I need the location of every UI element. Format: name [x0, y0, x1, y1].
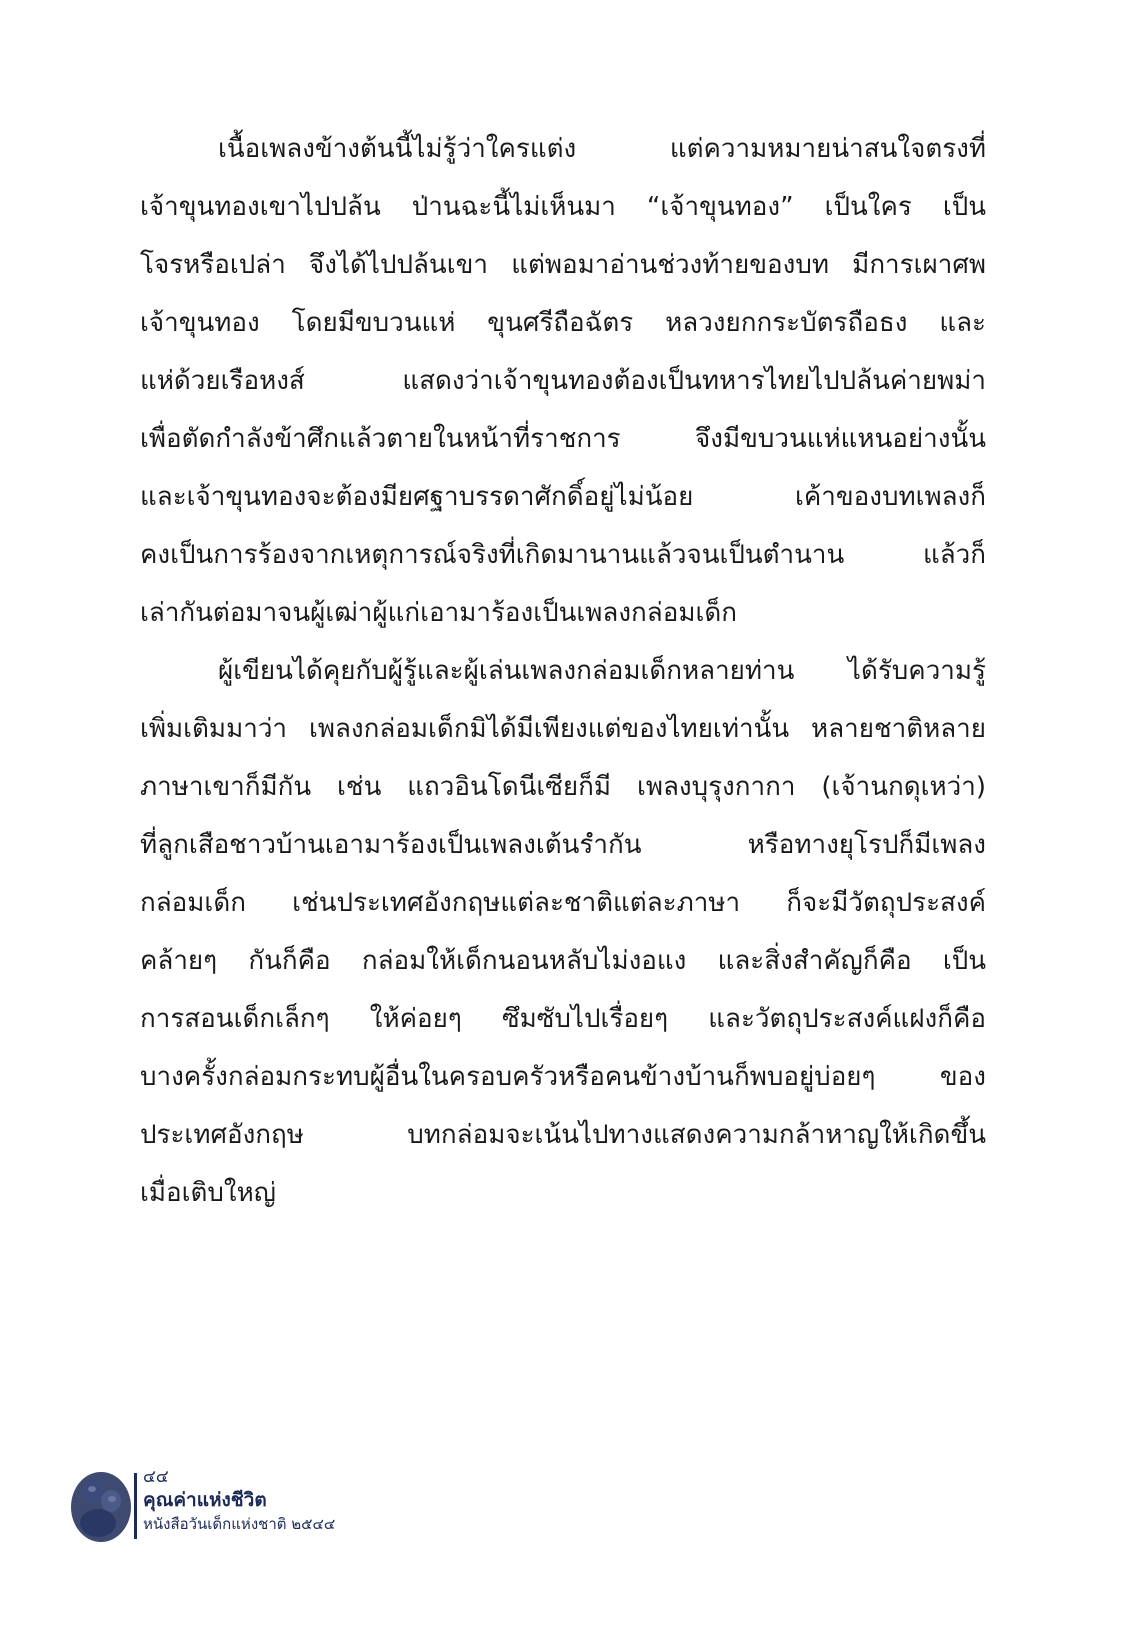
book-title: คุณค่าแห่งชีวิต: [143, 1489, 267, 1511]
paragraph-2-line-4: ที่ลูกเสือชาวบ้านเอามาร้องเป็นเพลงเต้นรำกัน หรือทางยุโรปก็มีเพลง: [140, 830, 986, 860]
page-footer: [68, 1467, 408, 1547]
body-text: [140, 120, 986, 1222]
paragraph-2-line-5: กล่อมเด็ก เช่นประเทศอังกฤษแต่ละชาติแต่ละภาษา ก็จะมีวัตถุประสงค์: [140, 888, 986, 918]
paragraph-2-line-10: เมื่อเติบใหญ่: [140, 1178, 276, 1208]
paragraph-2-line-8: บางครั้งกล่อมกระทบผู้อื่นในครอบครัวหรือคนข้างบ้านก็พบอยู่บ่อยๆ ของ: [140, 1062, 986, 1092]
paragraph-1-line-9: เล่ากันต่อมาจนผู้เฒ่าผู้แก่เอามาร้องเป็นเพลงกล่อมเด็ก: [140, 598, 737, 628]
paragraph-2-line-2: เพิ่มเติมมาว่า เพลงกล่อมเด็กมิได้มีเพียงแต่ของไทยเท่านั้น หลายชาติหลาย: [140, 714, 986, 744]
paragraph-1-line-1: เนื้อเพลงข้างต้นนี้ไม่รู้ว่าใครแต่ง แต่ความหมายน่าสนใจตรงที่: [218, 134, 986, 164]
paragraph-1-line-5: แห่ด้วยเรือหงส์ แสดงว่าเจ้าขุนทองต้องเป็นทหารไทยไปปล้นค่ายพม่า: [140, 366, 986, 396]
paragraph-2-line-6: คล้ายๆ กันก็คือ กล่อมให้เด็กนอนหลับไม่งอแง และสิ่งสำคัญก็คือ เป็น: [140, 946, 986, 976]
child-photo-icon: [68, 1467, 134, 1543]
paragraph-2-line-1: ผู้เขียนได้คุยกับผู้รู้และผู้เล่นเพลงกล่อมเด็กหลายท่าน ได้รับความรู้: [218, 656, 986, 686]
footer-text-block: [143, 1467, 335, 1535]
paragraph-1-line-3: โจรหรือเปล่า จึงได้ไปปล้นเขา แต่พอมาอ่านช่วงท้ายของบท มีการเผาศพ: [140, 250, 986, 280]
paragraph-2-line-9: ประเทศอังกฤษ บทกล่อมจะเน้นไปทางแสดงความกล้าหาญให้เกิดขึ้น: [140, 1120, 986, 1150]
paragraph-1-line-4: เจ้าขุนทอง โดยมีขบวนแห่ ขุนศรีถือฉัตร หลวงยกกระบัตรถือธง และ: [140, 308, 986, 338]
paragraph-1-line-2: เจ้าขุนทองเขาไปปล้น ป่านฉะนี้ไม่เห็นมา “เจ้าขุนทอง” เป็นใคร เป็น: [140, 192, 986, 222]
paragraph-1-line-7: และเจ้าขุนทองจะต้องมียศฐาบรรดาศักดิ์อยู่ไม่น้อย เค้าของบทเพลงก็: [140, 482, 986, 512]
paragraph-2-line-3: ภาษาเขาก็มีกัน เช่น แถวอินโดนีเซียก็มี เพลงบุรุงกากา (เจ้านกดุเหว่า): [140, 772, 986, 802]
page-number: ๔๔: [143, 1467, 169, 1487]
footer-divider: [134, 1473, 137, 1539]
paragraph-1-line-8: คงเป็นการร้องจากเหตุการณ์จริงที่เกิดมานานแล้วจนเป็นตำนาน แล้วก็: [140, 540, 986, 570]
book-subtitle: หนังสือวันเด็กแห่งชาติ ๒๕๔๔: [143, 1515, 336, 1533]
paragraph-1-line-6: เพื่อตัดกำลังข้าศึกแล้วตายในหน้าที่ราชการ จึงมีขบวนแห่แหนอย่างนั้น: [140, 424, 986, 454]
paragraph-2-line-7: การสอนเด็กเล็กๆ ให้ค่อยๆ ซึมซับไปเรื่อยๆ และวัตถุประสงค์แฝงก็คือ: [140, 1004, 986, 1034]
